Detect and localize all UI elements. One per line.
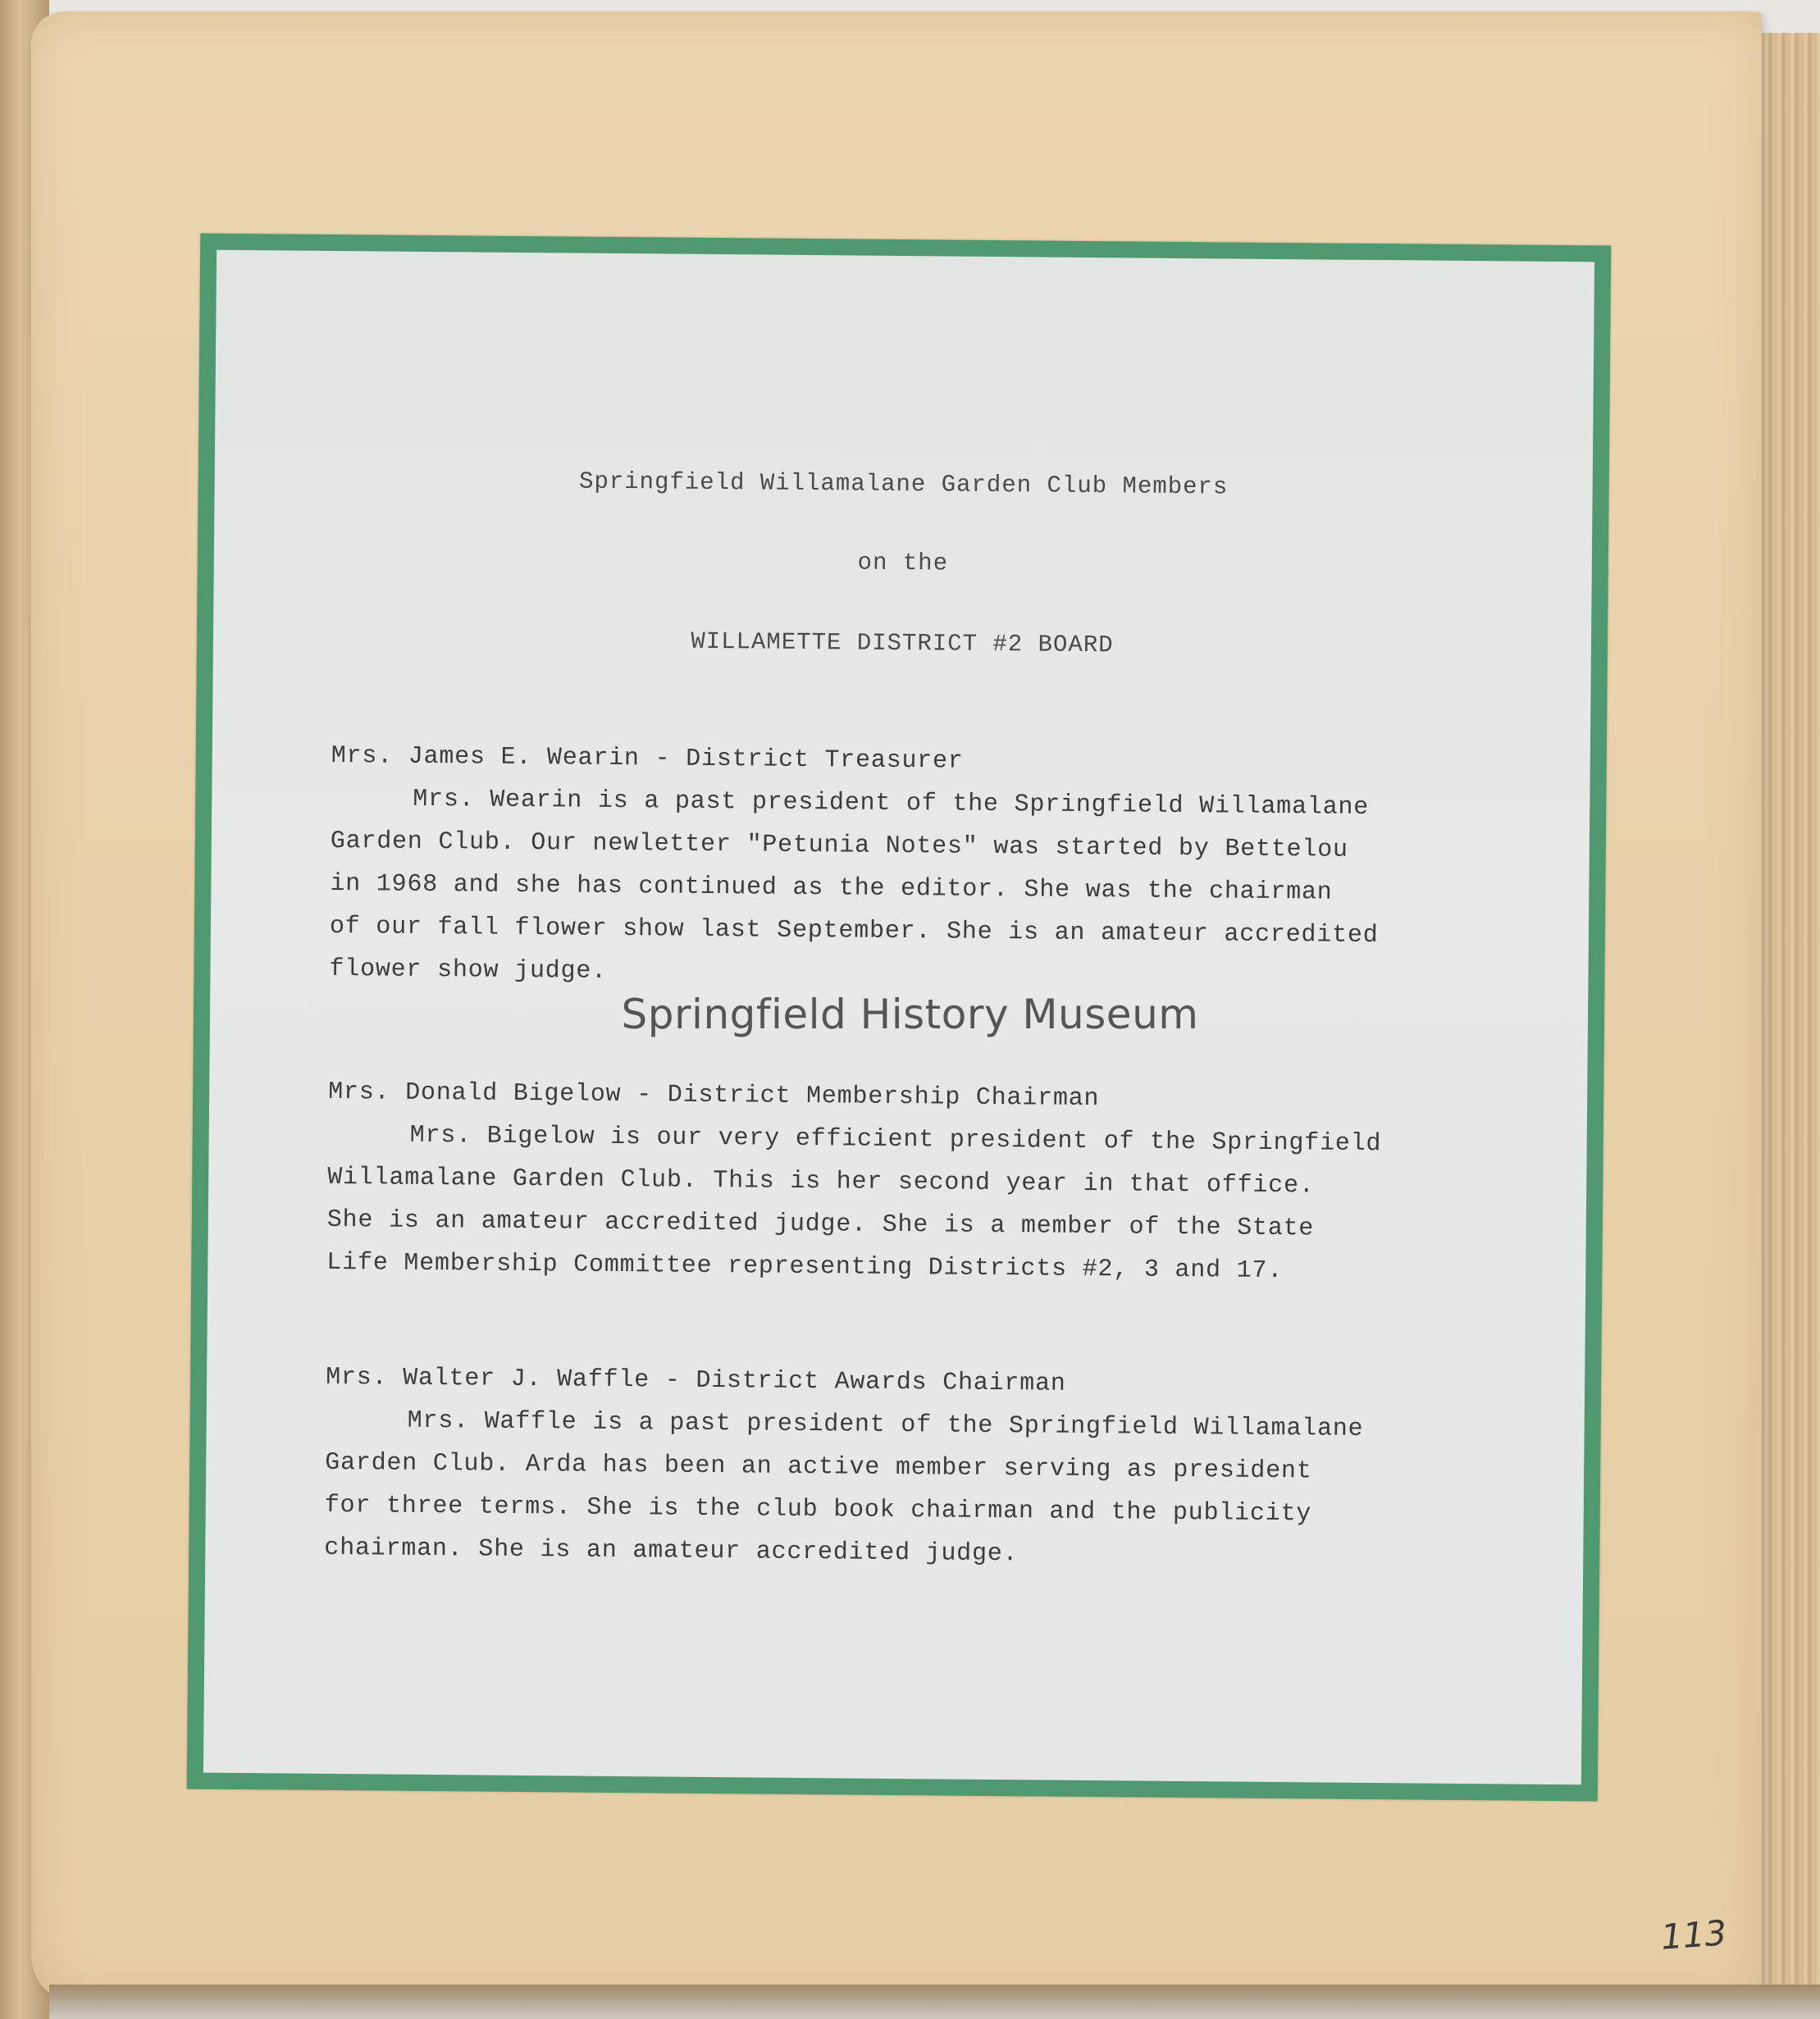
entry-name: Mrs. Walter J. Waffle - District Awards Chairman (325, 1363, 1066, 1398)
entry-text-line: chairman. She is an amateur accredited judge. (324, 1534, 1019, 1569)
document-title: Springfield Willamalane Garden Club Members (578, 467, 1229, 501)
entry-text-line: Garden Club. Arda has been an active member serving as president (325, 1448, 1312, 1486)
entry-text-line: of our fall flower show last September. She is an amateur accredited (329, 912, 1379, 950)
entry-text-line: Mrs. Bigelow is our very efficient president of the Springfield (409, 1121, 1382, 1159)
entry-name: Mrs. Donald Bigelow - District Membership Chairman (328, 1078, 1100, 1114)
entry-wearin (329, 735, 1496, 1000)
museum-watermark: Springfield History Museum (621, 991, 1199, 1038)
album-bottom-edge (49, 1985, 1820, 2019)
entry-text-line: for three terms. She is the club book chairman and the publicity (324, 1491, 1312, 1529)
handwritten-page-number: 113 (1659, 1912, 1728, 1957)
entry-text-line: She is an amateur accredited judge. She is a member of the State (326, 1205, 1315, 1243)
entry-name: Mrs. James E. Wearin - District Treasurer (331, 741, 964, 776)
document-subtitle: on the (857, 549, 949, 577)
entry-text-line: flower show judge. (329, 955, 608, 986)
entry-text-line: Life Membership Committee representing Districts #2, 3 and 17. (326, 1248, 1284, 1286)
entry-text-line: Mrs. Wearin is a past president of the Springfield Willamalane (413, 785, 1370, 822)
entry-text-line: Mrs. Waffle is a past president of the Springfield Willamalane (407, 1406, 1364, 1443)
entry-text-line: Willamalane Garden Club. This is her second year in that office. (327, 1163, 1315, 1201)
entry-bigelow (326, 1071, 1493, 1294)
document-board-title: WILLAMETTE DISTRICT #2 BOARD (691, 627, 1114, 659)
entry-text-line: Garden Club. Our newletter "Petunia Notes" was started by Bettelou (330, 827, 1348, 864)
entry-text-line: in 1968 and she has continued as the editor. She was the chairman (330, 869, 1333, 907)
entry-waffle (324, 1356, 1490, 1579)
